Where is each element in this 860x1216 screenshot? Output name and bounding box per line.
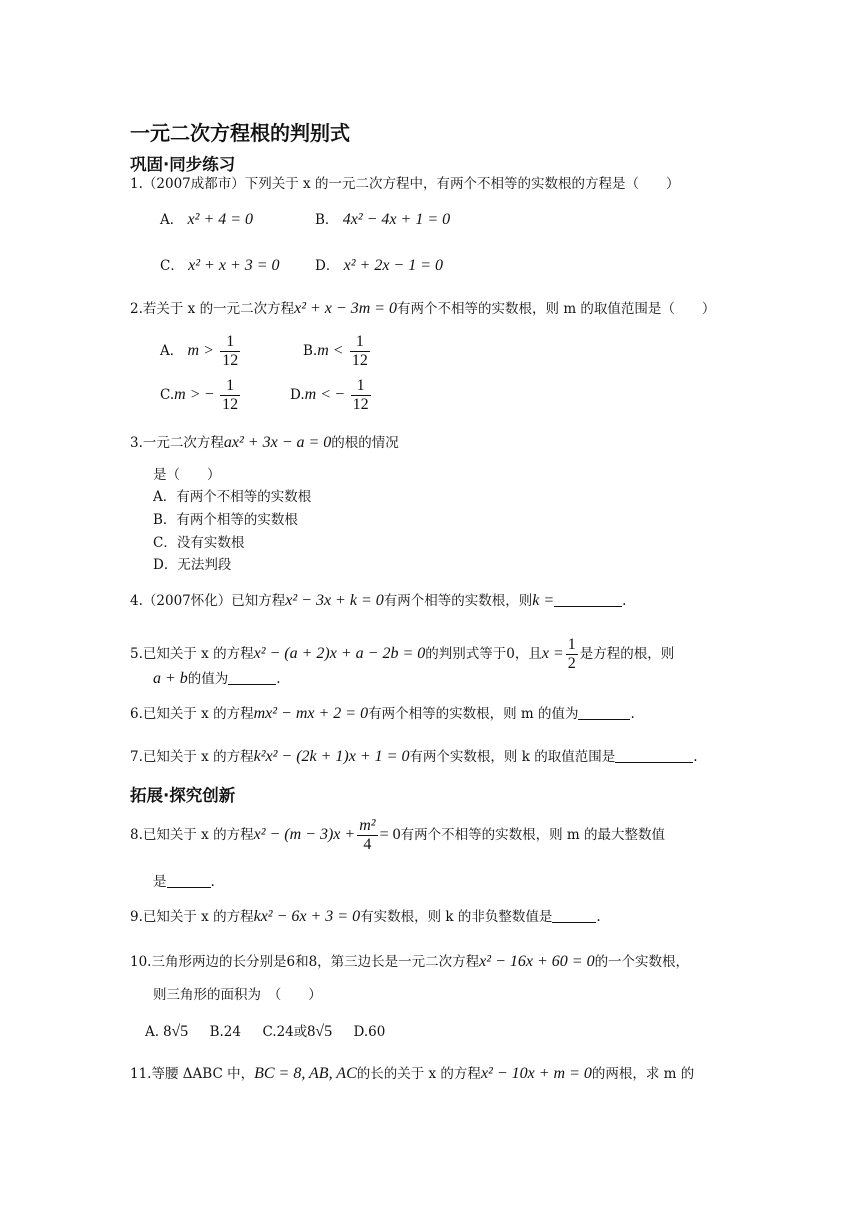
equation: ax² + 3x − a = 0 (223, 434, 332, 451)
q1-option-d (315, 254, 443, 275)
answer-blank[interactable] (228, 670, 276, 685)
question-text: （2007成都市）下列关于 x 的一元二次方程中，有两个不相等的实数根的方程是（ ） (142, 176, 680, 192)
question-number: 3. (130, 435, 143, 451)
q1-option-a (160, 208, 253, 229)
fraction-denominator: 12 (222, 396, 239, 413)
question-10-continued: 则三角形的面积为 （ ） (153, 987, 322, 1003)
fraction-denominator: 12 (351, 352, 368, 369)
option-expression: 8√5 (163, 1023, 189, 1040)
answer-blank[interactable] (615, 748, 693, 763)
question-3-continued: 是（ ） (153, 467, 221, 483)
option-label: D. (290, 387, 305, 403)
question-text: 有两个实数根，则 k 的取值范围是 (409, 749, 616, 765)
question-number: 10. (130, 954, 152, 970)
question-text: 有两个相等的实数根，则 (383, 593, 533, 609)
option-c: C.24或 (262, 1024, 308, 1040)
q10-options (145, 1020, 385, 1041)
equation: k = (532, 592, 555, 609)
fraction (350, 333, 370, 370)
question-text: 有两个不相等的实数根，则 m 的最大整数值 (400, 827, 665, 843)
option-d: D.60 (353, 1024, 386, 1040)
q3-option-a: A．有两个不相等的实数根 (153, 489, 312, 505)
question-text: 的长的关于 x 的方程 (356, 1066, 481, 1082)
question-number: 2. (130, 301, 143, 317)
fraction (220, 333, 240, 370)
period: . (630, 706, 635, 722)
question-text: 已知关于 x 的方程 (142, 749, 254, 765)
minus-sign: − (204, 386, 214, 403)
option-expression: x² + 2x − 1 = 0 (343, 257, 444, 274)
question-number: 5. (130, 646, 143, 662)
equation: a + b (153, 670, 188, 687)
fraction-numerator: m² (359, 817, 376, 834)
q2-option-b (303, 333, 372, 370)
fraction (351, 377, 371, 414)
question-text: 已知关于 x 的方程 (142, 909, 254, 925)
option-label: D． (315, 258, 340, 274)
answer-blank[interactable] (554, 592, 622, 607)
option-label: B. (303, 343, 318, 359)
fraction-numerator: 1 (567, 636, 576, 653)
option-expression: 8√5 (307, 1023, 333, 1040)
minus-sign: − (335, 386, 345, 403)
question-text: 已知关于 x 的方程 (142, 646, 254, 662)
question-text: 若关于 x 的一元二次方程 (142, 301, 295, 317)
answer-blank[interactable] (578, 705, 630, 720)
answer-blank[interactable] (552, 908, 596, 923)
section-heading-practice: 巩固·同步练习 (130, 155, 236, 174)
question-text: 有两个不相等的实数根，则 m 的取值范围是（ ） (397, 301, 716, 317)
equation: x² − (a + 2)x + a − 2b = 0 (253, 645, 426, 662)
question-number: 4. (130, 593, 143, 609)
period: . (210, 874, 215, 890)
question-1 (130, 175, 679, 193)
question-2 (130, 300, 715, 318)
question-text: 的两根，求 m 的 (591, 1066, 695, 1082)
equation: mx² − mx + 2 = 0 (253, 705, 369, 722)
q1-option-c (160, 254, 280, 275)
question-9 (130, 908, 601, 926)
fraction-numerator: 1 (350, 333, 370, 352)
equation: x² + x − 3m = 0 (294, 300, 398, 317)
option-label: B． (315, 212, 339, 228)
fraction-denominator: 4 (363, 836, 372, 853)
equation: x² − 10x + m = 0 (480, 1065, 592, 1082)
question-number: 8. (130, 827, 143, 843)
question-text: 已知关于 x 的方程 (142, 706, 254, 722)
question-text: 三角形两边的长分别是6和8，第三边长是一元二次方程 (151, 954, 480, 970)
equation: kx² − 6x + 3 = 0 (253, 908, 361, 925)
period: . (276, 671, 281, 687)
equation: x² − (m − 3)x + (253, 826, 356, 843)
equation: x² − 3x + k = 0 (285, 592, 384, 609)
question-text: 的根的情况 (331, 435, 399, 451)
option-label: A． (160, 212, 184, 228)
question-5 (130, 636, 674, 673)
question-text: 是 (153, 874, 167, 890)
question-4 (130, 592, 626, 610)
question-text: 的判别式等于0，且 (425, 646, 542, 662)
fraction-denominator: 12 (222, 352, 239, 369)
option-expression: x² + 4 = 0 (187, 211, 254, 228)
equation: BC = 8, AB, AC (254, 1065, 357, 1082)
section-heading-extension: 拓展·探究创新 (130, 786, 236, 805)
q3-option-b: B．有两个相等的实数根 (153, 512, 298, 528)
question-text: 的一个实数根， (594, 954, 690, 970)
option-label: A． (160, 343, 184, 359)
fraction (566, 636, 578, 673)
question-number: 11. (130, 1066, 152, 1082)
question-text: （2007怀化）已知方程 (142, 593, 286, 609)
q2-option-c (160, 377, 242, 414)
question-text: 已知关于 x 的方程 (142, 827, 254, 843)
q3-option-c: C．没有实数根 (153, 535, 245, 551)
q1-option-b (315, 208, 450, 229)
question-8 (130, 817, 665, 854)
option-expression: x² + x + 3 = 0 (188, 257, 280, 274)
question-number: 1. (130, 176, 143, 192)
q2-option-d (290, 377, 373, 414)
option-label: C. (160, 387, 175, 403)
q2-option-a (160, 333, 242, 370)
fraction-numerator: 1 (351, 377, 371, 396)
question-text: 有两个相等的实数根，则 m 的值为 (368, 706, 579, 722)
equation: k²x² − (2k + 1)x + 1 = 0 (253, 748, 410, 765)
option-label: A. (145, 1024, 160, 1040)
option-label: C． (160, 258, 184, 274)
answer-blank[interactable] (167, 873, 211, 888)
period: . (622, 593, 627, 609)
question-7 (130, 748, 698, 766)
option-expression: m < (317, 342, 344, 359)
question-11 (130, 1065, 694, 1083)
question-number: 7. (130, 749, 143, 765)
fraction (220, 377, 240, 414)
question-text: 是方程的根，则 (579, 646, 675, 662)
equation: = 0 (379, 826, 401, 843)
option-expression: 4x² − 4x + 1 = 0 (342, 211, 451, 228)
question-10 (130, 953, 689, 971)
question-text: 有实数根，则 k 的非负整数值是 (360, 909, 553, 925)
option-expression: m > (187, 342, 214, 359)
equation: x = (541, 645, 564, 662)
question-text: 等腰 ΔABC 中， (151, 1066, 255, 1082)
question-number: 9. (130, 909, 143, 925)
question-6 (130, 705, 635, 723)
period: . (693, 749, 698, 765)
question-number: 6. (130, 706, 143, 722)
question-3 (130, 434, 399, 452)
fraction (357, 817, 377, 854)
question-text: 一元二次方程 (142, 435, 224, 451)
fraction-numerator: 1 (220, 333, 240, 352)
question-5-continued (153, 670, 281, 688)
question-text: 的值为 (187, 671, 229, 687)
fraction-denominator: 12 (352, 396, 369, 413)
equation: x² − 16x + 60 = 0 (479, 953, 595, 970)
q3-option-d: D．无法判段 (153, 557, 232, 573)
period: . (596, 909, 601, 925)
fraction-denominator: 2 (567, 655, 576, 672)
question-8-continued (153, 873, 215, 891)
fraction-numerator: 1 (220, 377, 240, 396)
option-expression: m > (174, 386, 201, 403)
option-b: B.24 (209, 1024, 241, 1040)
document-title: 一元二次方程根的判别式 (130, 121, 350, 145)
option-expression: m < (304, 386, 331, 403)
